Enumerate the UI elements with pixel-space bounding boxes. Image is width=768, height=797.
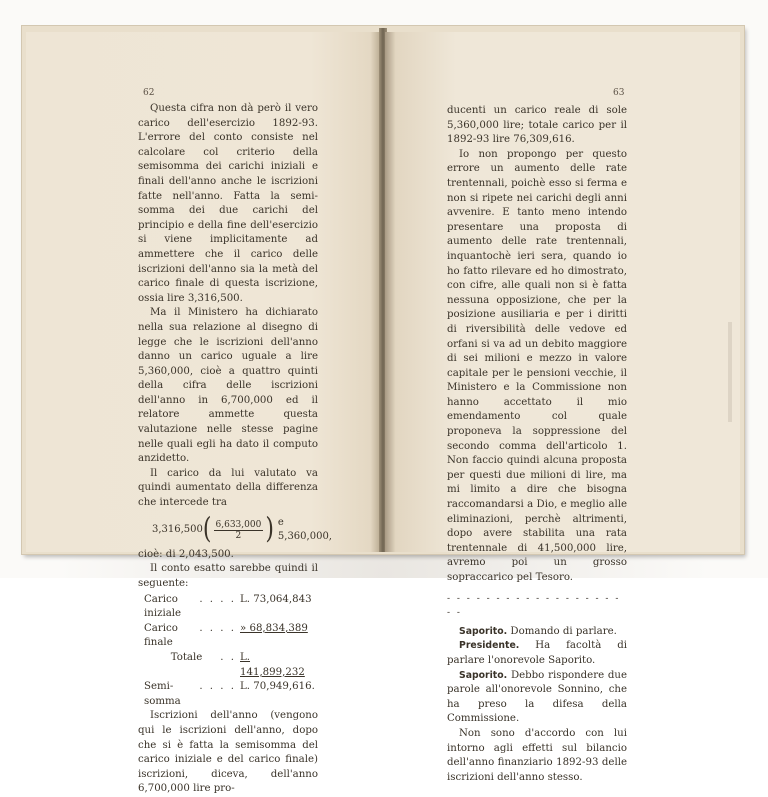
text-column: [138, 102, 332, 797]
paragraph: Questa cifra non dà però il vero carico dell'esercizio 1892-93. L'errore del conto consiste nel calcolare col criterio della semisomma dei carichi iniziali e finali dell'anno anche le iscrizioni fatte nell'anno. Fatta la semi-somma dei due carichi del principio e della fine dell'esercizio si viene implicitamente ad ammettere che il carico delle iscrizioni dell'anno sia la metà del carico finale di questa iscrizione, ossia lire 3,316,500.: [138, 103, 318, 304]
left-page: [26, 32, 381, 795]
formula-left: 3,316,500: [152, 523, 203, 535]
right-page: [385, 32, 740, 783]
text-column: [447, 104, 627, 785]
table-row: [138, 680, 318, 709]
row-dots: . . . .: [199, 593, 236, 605]
speech-text: Ha facoltà di parlare l'onorevole Saporito.: [447, 640, 627, 666]
paper-stain: [728, 322, 732, 422]
table-intro: Il conto esatto sarebbe quindi il seguente:: [138, 563, 318, 589]
exchange-line: [447, 639, 627, 668]
paren-open: (: [202, 513, 212, 546]
paragraph: ducenti un carico reale di sole 5,360,000 lire; totale carico per il 1892-93 lire 76,309,616.: [447, 105, 627, 146]
paragraph: Il carico da lui valutato va quindi aumentato della differenza che intercede tra: [138, 467, 318, 509]
exchange-line: [447, 625, 627, 640]
row-value: » 68,834,389: [240, 622, 308, 634]
paragraph: Io non propongo per questo errore un aumento delle rate trentennali, poichè esso si ferma e non si ripete nei carichi degli anni avvenire. E tanto meno intendo presentare una proposta di aumento delle rate trentennali, inquantochè ieri sera, quando io ho fatto rilevare ed ho dimostrato, con cifre, alle quali non si è fatta nessuna opposizione, che per la posizione ausiliaria e per i diritti di riversibilità delle vedove ed orfani si va ad un debito maggiore di sei milioni e mezzo in valore capitale per le pensioni vecchie, il Ministero e la Commissione non hanno accettato il mio emendamento col quale proponeva la soppressione del secondo comma dell'articolo 1. Non faccio quindi alcuna proposta per questi due milioni di lire, ma mi limito a dire che bisogna raccomandarsi a Dio, e meglio alle eliminazioni, perchè altrimenti, dopo avere stabilita una rata trentennale di 41,500,000 lire, avremo poi un grosso sopraccarico pel Tesoro.: [447, 148, 627, 583]
row-label: Totale: [170, 651, 203, 663]
page-number: 63: [613, 88, 625, 98]
row-dots: . . . .: [199, 681, 236, 693]
paragraph: Non sono d'accordo con lui intorno agli effetti sul bilancio dell'anno finanziario 1892-93 delle iscrizioni dell'anno stesso.: [447, 727, 627, 783]
speech-text: Debbo rispondere due parole all'onorevole Sonnino, che ha preso la difesa della Commissione.: [447, 669, 627, 725]
paragraph: Ma il Ministero ha dichiarato nella sua relazione al disegno di legge che le iscrizioni dell'anno danno un carico uguale a lire 5,360,000, cioè a quattro quinti della cifra delle iscrizioni dell'anno in 6,700,000 ed il relatore ammette questa valutazione nelle stesse pagine nelle quali egli ha dato il computo anzidetto.: [138, 307, 318, 465]
fraction-denominator: 2: [235, 530, 242, 541]
row-value: L. 70,949,616.: [240, 681, 315, 693]
row-dots: . .: [220, 651, 236, 663]
row-label: Carico iniziale: [144, 593, 182, 620]
table-row: [138, 593, 318, 622]
row-value: L. 73,064,843: [240, 593, 312, 605]
fraction: [214, 520, 264, 541]
row-value: L. 141,899,232: [240, 651, 305, 678]
speaker-name: Presidente.: [459, 640, 520, 652]
exchange-line: [447, 669, 627, 727]
table-row: [138, 651, 318, 680]
row-label: Carico finale: [144, 622, 178, 649]
formula-right: e 5,360,000,: [277, 516, 332, 543]
open-booklet: [22, 26, 744, 795]
page-number: 62: [143, 88, 155, 98]
speaker-name: Saporito.: [459, 669, 508, 681]
formula: [152, 513, 332, 546]
account-table: [138, 593, 318, 710]
paren-close: ): [265, 513, 274, 546]
fraction-numerator: 6,633,000: [215, 519, 262, 530]
speaker-name: Saporito.: [459, 625, 508, 637]
table-row: [138, 622, 318, 651]
row-dots: . . . .: [199, 622, 236, 634]
speech-text: Domando di parlare.: [510, 625, 617, 637]
row-label: Semi-somma: [144, 681, 181, 707]
paragraph: Iscrizioni dell'anno (vengono qui le iscrizioni dell'anno, dopo che si è fatta la semisomma del carico iniziale e del carico finale) iscrizioni, diceva, dell'anno 6,700,000 lire pro-: [138, 710, 318, 795]
result-line: cioè: di 2,043,500.: [138, 548, 234, 560]
separator-line: - - - - - - - - - - - - - - - - - - - -: [447, 593, 621, 619]
